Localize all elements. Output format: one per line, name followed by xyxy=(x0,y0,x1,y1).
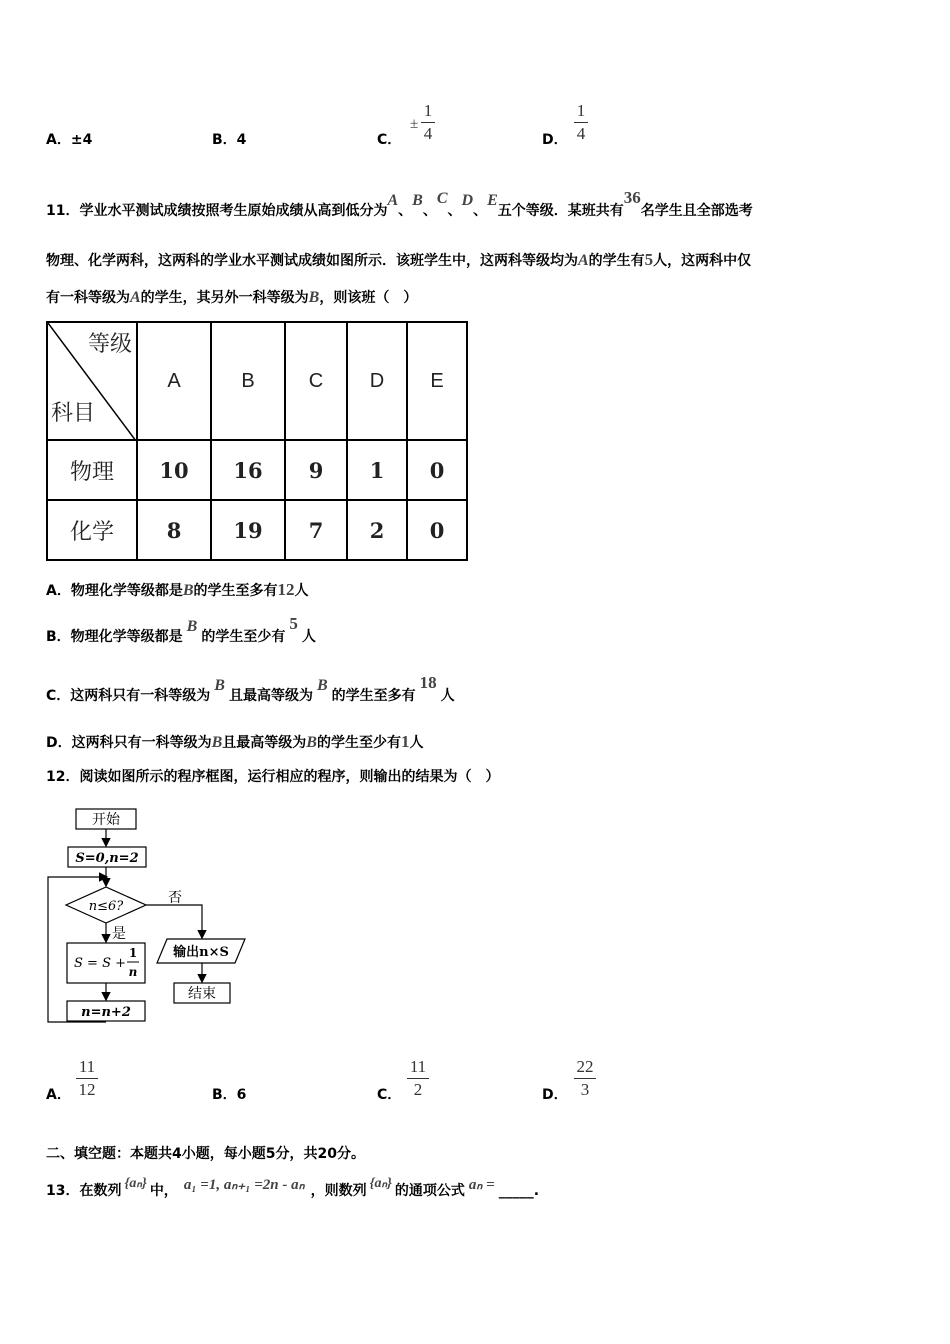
value-cell: 8 xyxy=(137,500,211,560)
q13-text: 中， xyxy=(149,1183,178,1199)
flow-no-label: 否 xyxy=(168,890,182,906)
q10-d-numerator: 1 xyxy=(576,101,586,120)
q12-option-d-label: D． xyxy=(542,1087,568,1103)
flowchart xyxy=(40,805,270,1035)
q11-stem-line2 xyxy=(46,250,751,270)
q12-a-numerator: 11 xyxy=(78,1057,96,1076)
q10-c-denominator: 4 xyxy=(423,124,433,143)
corner-grade-label: 等级 xyxy=(87,332,132,357)
q12-c-numerator: 11 xyxy=(409,1057,427,1076)
subject-cell: 化学 xyxy=(47,500,137,560)
q11-option-b xyxy=(46,614,316,646)
flow-increment-label: n=n+2 xyxy=(81,1005,131,1020)
total-students: 36 xyxy=(623,188,641,207)
q11-text: 物理、化学两科，这两科的学业水平测试成绩如图所示．该班学生中，这两科等级均为 xyxy=(46,253,578,269)
q11-text: 人，这两科中仅 xyxy=(653,253,752,269)
q10-option-c-fraction xyxy=(421,101,435,144)
q11-text: 11．学业水平测试成绩按照考生原始成绩从高到低分为 xyxy=(46,203,388,219)
value-cell: 9 xyxy=(285,440,347,500)
grade-var: A xyxy=(130,289,141,306)
flow-end-label: 结束 xyxy=(188,986,216,1002)
count: 5 xyxy=(289,614,298,633)
option-text: A．物理化学等级都是 xyxy=(46,583,183,599)
option-text: 人 xyxy=(409,735,424,751)
q12-a-denominator: 12 xyxy=(78,1080,96,1099)
flow-start-label: 开始 xyxy=(92,812,120,828)
grade-table xyxy=(46,321,468,561)
q12-option-a-fraction xyxy=(76,1057,98,1100)
fraction-bar xyxy=(574,122,588,123)
grade-var: B xyxy=(306,734,317,751)
table-row xyxy=(47,440,467,500)
option-text: 且最高等级为 xyxy=(228,688,313,704)
q11-text: 的学生有 xyxy=(588,253,645,269)
sequence-notation: {aₙ} xyxy=(369,1176,392,1191)
option-text: 的学生至少有 xyxy=(201,629,286,645)
value-cell: 10 xyxy=(137,440,211,500)
q10-c-numerator: 1 xyxy=(423,101,433,120)
q10-option-c-sign: ± xyxy=(410,116,419,132)
grade-var: B xyxy=(412,192,423,209)
separator: 、 xyxy=(422,203,437,219)
count: 12 xyxy=(277,580,295,599)
q13-stem xyxy=(46,1176,540,1200)
option-text: D．这两科只有一科等级为 xyxy=(46,735,212,751)
flow-update-denominator: n xyxy=(128,965,138,979)
answer-blank[interactable]: _____. xyxy=(498,1183,540,1199)
table-header-row xyxy=(47,322,467,440)
recurrence-formula: a₁ =1, aₙ₊₁ =2n - aₙ xyxy=(183,1177,305,1193)
q12-option-a-label: A． xyxy=(46,1087,71,1103)
q13-text: 13．在数列 xyxy=(46,1183,122,1199)
fraction-bar xyxy=(421,122,435,123)
q12-stem: 12．阅读如图所示的程序框图，运行相应的程序，则输出的结果为（ ） xyxy=(46,769,500,785)
grade-var: B xyxy=(186,618,198,635)
flow-no-arrow xyxy=(146,905,202,937)
q13-text: ，则数列 xyxy=(310,1183,367,1199)
q12-option-b: B．6 xyxy=(212,1087,247,1103)
separator: 、 xyxy=(447,203,462,219)
grade-var: B xyxy=(211,734,223,751)
subject-cell: 物理 xyxy=(47,440,137,500)
grade-var: B xyxy=(316,677,328,694)
table-corner-cell xyxy=(47,322,137,440)
grade-var: C xyxy=(436,190,448,207)
q11-stem-line1 xyxy=(46,188,753,220)
fraction-bar xyxy=(76,1078,98,1079)
grade-var: A xyxy=(387,192,399,209)
q11-text: ，则该班（ ） xyxy=(319,290,418,306)
flow-update-lhs: S = S + xyxy=(74,956,126,971)
fraction-bar xyxy=(574,1078,596,1079)
value-cell: 1 xyxy=(347,440,407,500)
header-cell: E xyxy=(407,322,467,440)
flow-output-label: 输出n×S xyxy=(173,945,229,960)
option-text: 人 xyxy=(301,629,316,645)
option-text: B．物理化学等级都是 xyxy=(46,629,183,645)
flow-init-label: S=0,n=2 xyxy=(75,851,139,866)
q11-stem-line3 xyxy=(46,287,417,307)
option-text: C．这两科只有一科等级为 xyxy=(46,688,211,704)
value-cell: 0 xyxy=(407,440,467,500)
option-text: 且最高等级为 xyxy=(222,735,307,751)
grade-var: B xyxy=(214,677,225,694)
fraction-bar xyxy=(407,1078,429,1079)
q10-option-b: B．4 xyxy=(212,132,247,148)
grade-var: B xyxy=(308,289,320,306)
count: 1 xyxy=(400,732,410,751)
q11-text: 有一科等级为 xyxy=(46,290,130,306)
q11-text: 的学生，其另外一科等级为 xyxy=(140,290,309,306)
q13-text: 的通项公式 xyxy=(394,1183,465,1199)
q11-option-a xyxy=(46,580,309,600)
header-cell: D xyxy=(347,322,407,440)
header-cell: C xyxy=(285,322,347,440)
flow-update-numerator: 1 xyxy=(128,946,138,960)
flow-condition-label: n≤6? xyxy=(88,899,124,914)
flow-yes-label: 是 xyxy=(112,926,126,942)
q10-option-d-fraction xyxy=(574,101,588,144)
grade-var: D xyxy=(461,192,474,209)
grade-var: E xyxy=(487,192,498,209)
value-cell: 16 xyxy=(211,440,285,500)
q11-option-c xyxy=(46,673,455,705)
value-cell: 0 xyxy=(407,500,467,560)
section-title: 二、填空题：本题共4小题，每小题5分，共20分。 xyxy=(46,1146,365,1162)
option-text: 的学生至多有 xyxy=(331,688,416,704)
sequence-notation: {aₙ} xyxy=(124,1176,147,1191)
value-cell: 19 xyxy=(211,500,285,560)
count: 5 xyxy=(644,250,654,269)
option-text: 人 xyxy=(440,688,455,704)
value-cell: 7 xyxy=(285,500,347,560)
option-text: 的学生至多有 xyxy=(193,583,278,599)
grade-var: A xyxy=(578,252,589,269)
q12-option-d-fraction xyxy=(574,1057,596,1100)
option-text: 人 xyxy=(294,583,309,599)
q11-option-d xyxy=(46,732,423,752)
q12-option-c-label: C． xyxy=(377,1087,402,1103)
count: 18 xyxy=(419,673,437,692)
grade-var: B xyxy=(182,582,194,599)
q12-d-denominator: 3 xyxy=(580,1080,590,1099)
q10-option-d-label: D． xyxy=(542,132,568,148)
q12-c-denominator: 2 xyxy=(413,1080,423,1099)
separator: 、 xyxy=(398,203,413,219)
q10-option-a: A．±4 xyxy=(46,132,93,148)
q11-text: 五个等级．某班共有 xyxy=(497,203,624,219)
q11-text: 名学生且全部选考 xyxy=(640,203,753,219)
value-cell: 2 xyxy=(347,500,407,560)
q10-option-c-label: C． xyxy=(377,132,402,148)
q12-d-numerator: 22 xyxy=(576,1057,594,1076)
q12-option-c-fraction xyxy=(407,1057,429,1100)
option-text: 的学生至少有 xyxy=(316,735,401,751)
corner-subject-label: 科目 xyxy=(51,401,96,426)
header-cell: B xyxy=(211,322,285,440)
table-row xyxy=(47,500,467,560)
header-cell: A xyxy=(137,322,211,440)
general-term: aₙ = xyxy=(468,1177,495,1193)
q10-d-denominator: 4 xyxy=(576,124,586,143)
separator: 、 xyxy=(473,203,488,219)
